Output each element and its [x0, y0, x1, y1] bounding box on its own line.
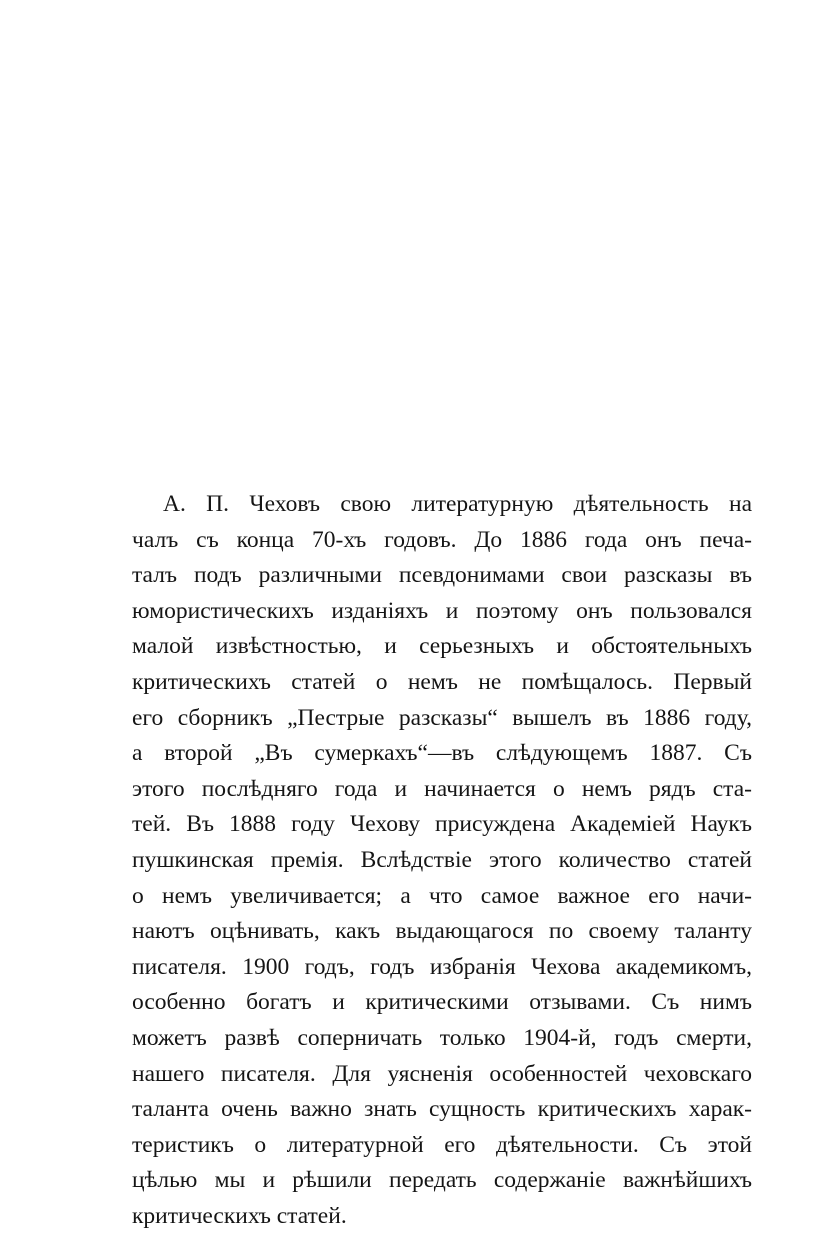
text-line-8: а второй „Въ сумеркахъ“—въ слѣдующемъ 1887. Съ: [132, 740, 752, 767]
text-line-6: критическихъ статей о немъ не помѣщалось. Первый: [132, 669, 752, 695]
text-line-16: можетъ развѣ соперничать только 1904-й, годъ смерти,: [132, 1025, 752, 1051]
text-line-9: этого послѣдняго года и начинается о немъ рядъ ста-: [132, 775, 752, 802]
text-line-3: талъ подъ различными псевдонимами свои разсказы въ: [132, 562, 752, 589]
text-line-18: таланта очень важно знать сущность критическихъ харак-: [132, 1096, 752, 1123]
text-line-14: писателя. 1900 годъ, годъ избранія Чехова академикомъ,: [132, 953, 752, 980]
text-line-10: тей. Въ 1888 году Чехову присуждена Академіей Наукъ: [132, 811, 752, 838]
text-line-17: нашего писателя. Для уясненія особенностей чеховскаго: [132, 1060, 752, 1087]
text-line-7: его сборникъ „Пестрые разсказы“ вышелъ въ 1886 году,: [132, 704, 752, 731]
text-line-11: пушкинская премія. Вслѣдствіе этого количество статей: [132, 847, 752, 873]
text-line-1: А. П. Чеховъ свою литературную дѣятельность на: [163, 491, 752, 517]
text-line-19: теристикъ о литературной его дѣятельности. Съ этой: [132, 1131, 752, 1158]
text-line-5: малой извѣстностью, и серьезныхъ и обстоятельныхъ: [132, 633, 752, 660]
text-line-12: о немъ увеличивается; а что самое важное его начи-: [132, 882, 752, 909]
text-line-15: особенно богатъ и критическими отзывами. Съ нимъ: [132, 989, 752, 1016]
text-line-4: юмористическихъ изданіяхъ и поэтому онъ пользовался: [132, 597, 752, 624]
text-line-20: цѣлью мы и рѣшили передать содержаніе важнѣйшихъ: [132, 1167, 752, 1194]
text-line-2: чалъ съ конца 70-хъ годовъ. До 1886 года онъ печа-: [132, 526, 752, 553]
text-line-21: критическихъ статей.: [132, 1203, 347, 1229]
text-line-13: наютъ оцѣнивать, какъ выдающагося по своему таланту: [132, 918, 752, 945]
